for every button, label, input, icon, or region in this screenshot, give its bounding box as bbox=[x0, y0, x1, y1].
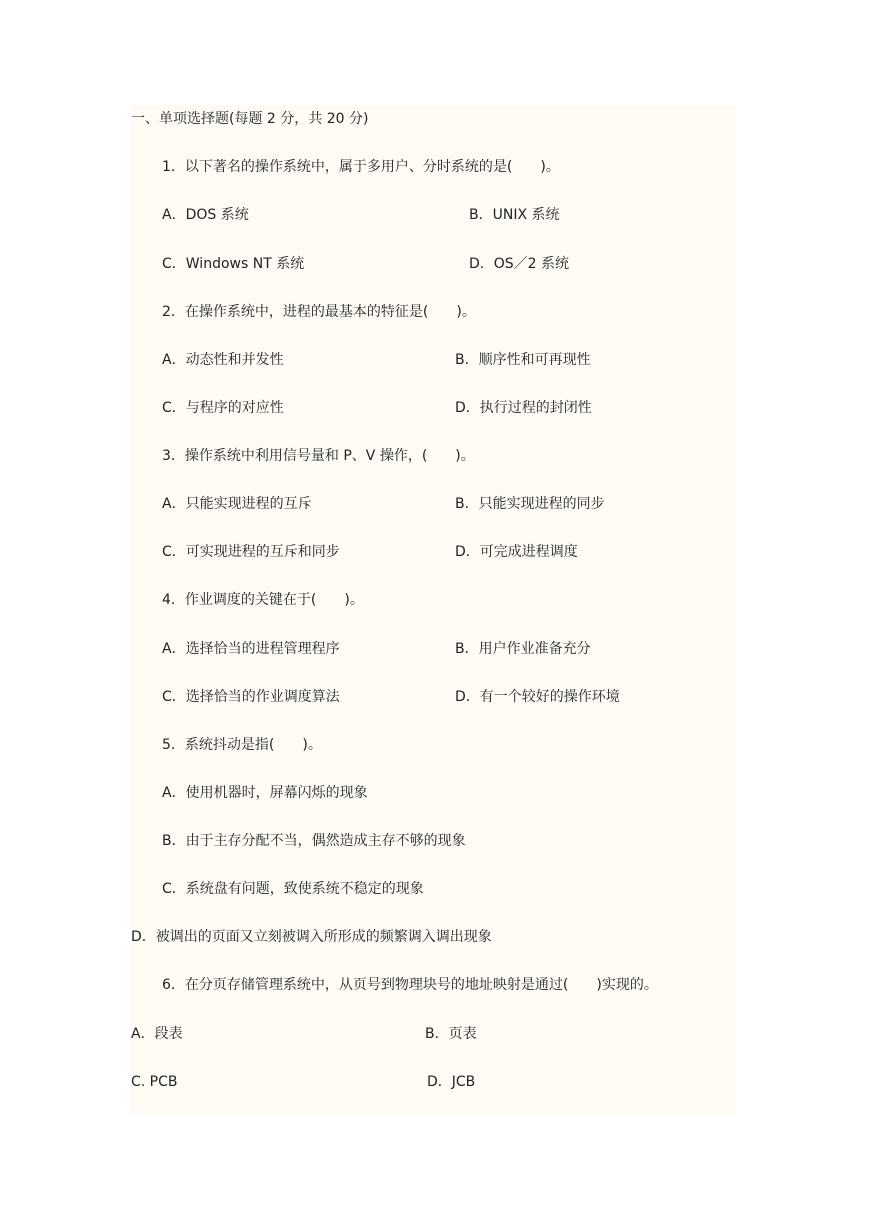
question-4-option-a: A．选择恰当的进程管理程序 bbox=[162, 641, 340, 657]
question-6-option-c: C. PCB bbox=[131, 1074, 178, 1090]
section-title: 一、单项选择题(每题 2 分，共 20 分) bbox=[131, 111, 369, 127]
question-3-stem: 3．操作系统中利用信号量和 P、V 操作，( )。 bbox=[162, 448, 475, 464]
question-5-option-b: B．由于主存分配不当，偶然造成主存不够的现象 bbox=[162, 833, 466, 849]
question-3-option-d: D．可完成进程调度 bbox=[455, 544, 578, 560]
question-2-option-c: C．与程序的对应性 bbox=[162, 400, 284, 416]
question-2-option-a: A．动态性和并发性 bbox=[162, 352, 284, 368]
question-3-option-b: B．只能实现进程的同步 bbox=[455, 496, 605, 512]
question-4-option-b: B．用户作业准备充分 bbox=[455, 641, 591, 657]
question-2-stem: 2．在操作系统中，进程的最基本的特征是( )。 bbox=[162, 304, 476, 320]
question-3-option-c: C．可实现进程的互斥和同步 bbox=[162, 544, 340, 560]
question-2-option-b: B．顺序性和可再现性 bbox=[455, 352, 591, 368]
question-5-option-d: D．被调出的页面又立刻被调入所形成的频繁调入调出现象 bbox=[131, 929, 492, 945]
question-4-stem: 4．作业调度的关键在于( )。 bbox=[162, 592, 364, 608]
question-6-option-d: D．JCB bbox=[427, 1074, 476, 1090]
question-6-option-a: A．段表 bbox=[131, 1026, 183, 1042]
question-1-option-d: D．OS／2 系统 bbox=[469, 256, 570, 272]
question-6-stem: 6．在分页存储管理系统中，从页号到物理块号的地址映射是通过( )实现的。 bbox=[162, 977, 658, 993]
question-1-option-c: C．Windows NT 系统 bbox=[162, 256, 305, 272]
question-4-option-c: C．选择恰当的作业调度算法 bbox=[162, 689, 340, 705]
question-5-option-c: C．系统盘有问题，致使系统不稳定的现象 bbox=[162, 881, 424, 897]
question-5-stem: 5．系统抖动是指( )。 bbox=[162, 737, 322, 753]
question-4-option-d: D．有一个较好的操作环境 bbox=[455, 689, 620, 705]
question-6-option-b: B．页表 bbox=[425, 1026, 477, 1042]
question-1-stem: 1．以下著名的操作系统中，属于多用户、分时系统的是( )。 bbox=[162, 159, 560, 175]
question-1-option-a: A．DOS 系统 bbox=[162, 207, 249, 223]
question-5-option-a: A．使用机器时，屏幕闪烁的现象 bbox=[162, 785, 368, 801]
question-2-option-d: D．执行过程的封闭性 bbox=[455, 400, 592, 416]
question-1-option-b: B．UNIX 系统 bbox=[469, 207, 560, 223]
question-3-option-a: A．只能实现进程的互斥 bbox=[162, 496, 312, 512]
